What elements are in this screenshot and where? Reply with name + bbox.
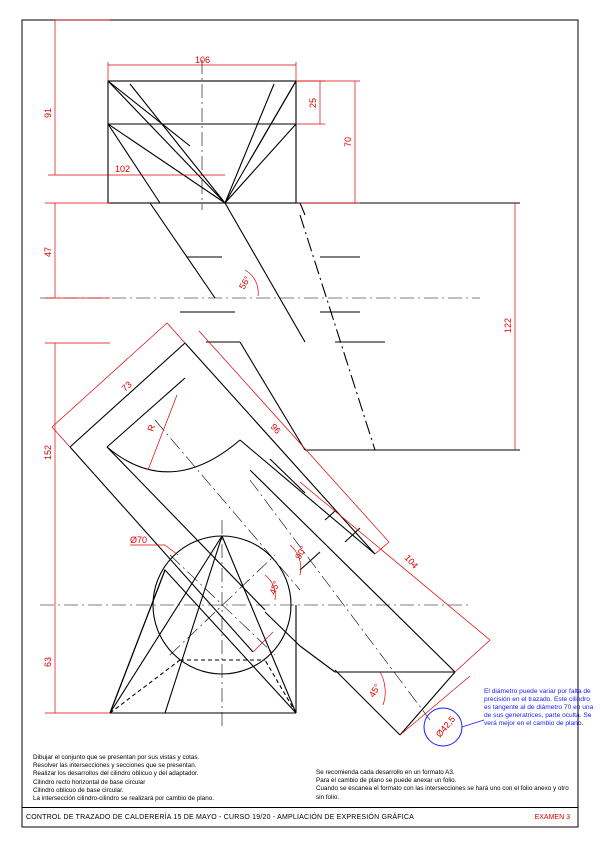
dim-70: 70 (343, 136, 353, 147)
dimension-lines-top (45, 20, 515, 450)
dim-102: 102 (115, 164, 131, 174)
dim-25: 25 (308, 97, 318, 108)
blue-note-leader (462, 720, 484, 727)
dim-63: 63 (43, 656, 53, 667)
instruction-1: Dibujar el conjunto que se presentan por sus vistas y cotas. (33, 754, 200, 761)
title-block (22, 807, 578, 828)
dim-106: 106 (195, 55, 211, 65)
recommendation-2: Para el cambio de plano se puede anexar un folio. (316, 777, 457, 785)
instruction-6: La intersección cilindro-cilindro se realizará por cambio de plano. (33, 795, 214, 803)
instructions-right (316, 769, 576, 802)
dim-90deg: 90° (293, 544, 309, 561)
instruction-3: Realizar los desarrollos del cilindro oblicuo y del adaptador. (33, 770, 199, 778)
center-lines-top (40, 60, 480, 298)
instruction-5: Cilindro oblicuo de base circular. (33, 786, 124, 794)
dim-45deg-a: 45° (267, 579, 282, 596)
dim-73: 73 (119, 379, 134, 394)
dim-104: 104 (402, 552, 421, 571)
exam-label: EXAMEN 3 (534, 814, 570, 821)
dim-42-5-dia: Ø42,5 (433, 714, 458, 740)
dim-122: 122 (503, 317, 513, 333)
dim-56deg: 56° (237, 274, 253, 291)
oblique-cylinder-lower (250, 459, 455, 735)
dim-47: 47 (43, 246, 53, 257)
instruction-2: Resolver las intersecciones y secciones que se presentan. (33, 762, 197, 770)
dim-45deg-b: 45° (367, 682, 383, 699)
course-title: CONTROL DE TRAZADO DE CALDERERÍA 15 DE MAYO - CURSO 19/20 - AMPLIACIÓN DE EXPRESIÓN GRÁFICA (26, 814, 414, 821)
center-lines-lower (40, 480, 470, 730)
recommendation-1: Se recomienda cada desarrollo en un formato A3. (316, 769, 455, 776)
dim-R: R (145, 423, 158, 433)
dim-91: 91 (43, 107, 53, 118)
dim-96: 96 (268, 421, 283, 436)
oblique-cylinder-top (110, 203, 520, 450)
dim-152: 152 (43, 444, 53, 460)
precision-note: El diámetro puede variar por falta de precisión en el trazado. Este cilindro es tangente al de diámetro 70 en una de sus generatrices, parte oculta. Se verá mejor en el cambio de plano. (484, 688, 594, 728)
dim-70-dia: Ø70 (130, 535, 148, 545)
instructions-left (33, 754, 214, 803)
cylinder-circle-front (110, 536, 296, 713)
dimension-lines-lower (45, 323, 490, 735)
instruction-4: Cilindro recto horizontal de base circular (33, 778, 146, 786)
horizontal-cylinder-rotated (70, 343, 375, 652)
recommendation-3: Cuando se escanea el formato con las intersecciones se hará uno con el folio anexo y otro sin folio. (316, 785, 569, 801)
